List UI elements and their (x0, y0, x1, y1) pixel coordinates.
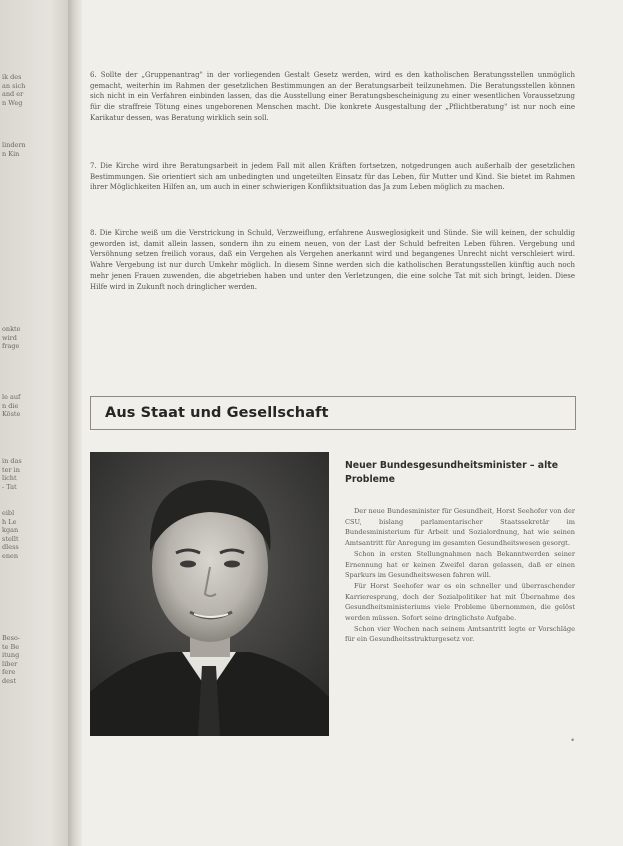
left-page-fragment: le auf n die Köste (2, 393, 21, 419)
section-title: Aus Staat und Gesellschaft (105, 405, 329, 421)
article-title: Neuer Bundesgesundheitsminister – alte Probleme (345, 460, 559, 485)
article-paragraph: Der neue Bundesminister für Gesundheit, Horst Seehofer von der CSU, bislang parlamentarischer Staatssekretär im Bundesministerium für Arbeit und Sozialordnung, hat wie seinen Amtsantritt für Anregung im gesamten Gesundheitswesen gesorgt. (345, 507, 575, 548)
left-page-fragment: in das ter in licht - Tat (2, 457, 22, 491)
article-paragraph: Schon in ersten Stellungnahmen nach Bekanntwerden seiner Ernennung hat er keinen Zweifel daran gelassen, daß er einen Sparkurs im Gesundheitswesen fahren will. (345, 549, 575, 580)
paragraph-7: 7. Die Kirche wird ihre Beratungsarbeit in jedem Fall mit allen Kräften fortsetzen, notgedrungen auch außerhalb der gesetzlichen Bestimmungen. Sie orientiert sich am unbedingten und ungeteilten Einsatz für das Leben, für Mutter und Kind. Sie bietet im Rahmen ihrer Möglichkeiten Hilfen an, um auch in einer schwierigen Konfliktsituation das Ja zum Leben möglich zu machen. (90, 162, 575, 192)
right-page (82, 0, 623, 846)
left-page-fragment: eibl h Le kgan stellt dless enen (2, 509, 19, 560)
section-header-box (90, 396, 576, 430)
article-paragraph: Für Horst Seehofer war es ein schneller und überraschender Karrieresprung, doch der Sozialpolitiker hat mit Übernahme des Gesundheitsministeriums viele Probleme übernommen, die gelöst werden müssen. Sofort seine dringlichste Aufgabe. (345, 581, 575, 623)
article-body (345, 506, 575, 645)
portrait-photo (90, 452, 329, 736)
left-page-fragment: lindern n Kin (2, 141, 26, 158)
paragraph-6: 6. Sollte der „Gruppenantrag" in der vorliegenden Gestalt Gesetz werden, wird es den katholischen Beratungsstellen unmöglich gemacht, weiterhin im Rahmen der gesetzlichen Bestimmungen an der Beratungsarbeit teilzunehmen. Die Beratungsstellen können sich nicht in ein Verfahren einbinden lassen, das die Ausstellung einer Beratungsbescheinigung zu einer wesentlichen Voraussetzung für die straffreie Tötung eines ungeborenen Menschen macht. Die konkrete Ausgestaltung der „Pflichtberatung" ist nur noch eine Karikatur dessen, was Beratung wirklich sein soll. (90, 71, 575, 122)
book-gutter (68, 0, 82, 846)
left-page-fragment: onkte wird frage (2, 325, 21, 351)
paragraph-8: 8. Die Kirche weiß um die Verstrickung in Schuld, Verzweiflung, erfahrene Ausweglosigkeit und Sünde. Sie will keinen, der schuldig geworden ist, damit allein lassen, sondern ihn zu einem neuen, von der Last der Schuld befreiten Leben führen. Vergebung und Versöhnung setzen freilich voraus, daß ein Vergehen als Vergehen anerkannt wird und begangenes Unrecht nicht verschleiert wird. Wahre Vergebung ist nur durch Umkehr möglich. In diesem Sinne werden sich die katholischen Beratungsstellen künftig auch noch mehr jenen Frauen zuwenden, die abgetrieben haben und unter den Verletzungen, die eine solche Tat mit sich bringt, leiden. Diese Hilfe wird in Zukunft noch dringlicher werden. (90, 229, 575, 291)
portrait-illustration (90, 452, 329, 736)
left-page-fragment: Beso- te Be itung liber fere dest (2, 634, 21, 685)
page-mark: • (570, 736, 575, 745)
left-page-margin (0, 0, 72, 846)
left-page-fragment: ik des an sich and er n Weg (2, 73, 26, 107)
article-paragraph: Schon vier Wochen nach seinem Amtsantritt legte er Vorschläge für ein Gesundheitsstrukturgesetz vor. (345, 624, 575, 644)
